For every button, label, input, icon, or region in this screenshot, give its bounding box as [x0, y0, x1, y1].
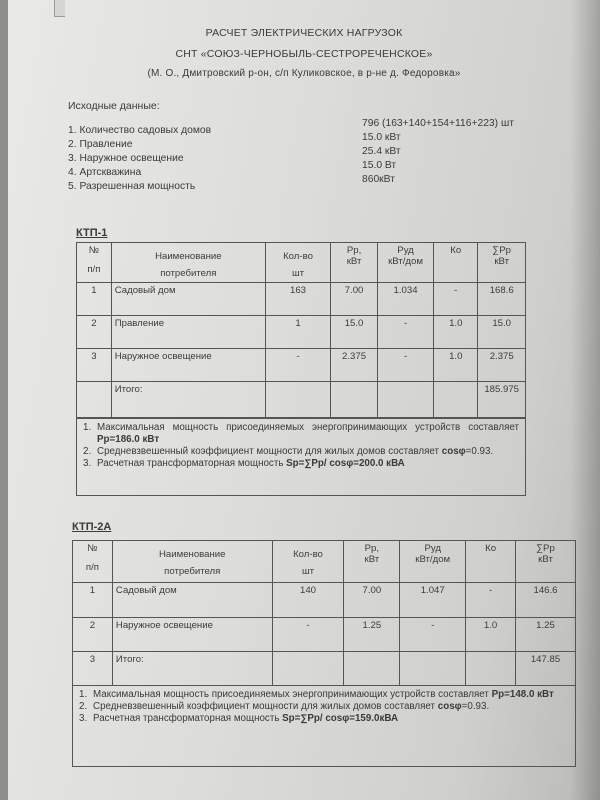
header-pp: Рр, кВт: [331, 243, 378, 283]
header-qty: Кол-во шт: [265, 243, 330, 283]
cell-ko: 1.0: [466, 618, 516, 652]
table-total-row: [73, 652, 576, 686]
ktp1-label: КТП-1: [76, 227, 108, 239]
source-data-title: Исходные данные:: [68, 100, 160, 112]
cell-no: 1: [77, 283, 112, 316]
cell-ko: 1.0: [434, 349, 478, 382]
table-total-row: [77, 382, 526, 418]
header-pud: Руд кВт/дом: [377, 243, 433, 283]
cell-pud: -: [377, 316, 433, 349]
cell-empty: [272, 652, 344, 686]
cell-sum: 1.25: [516, 618, 576, 652]
header-qty: Кол-во шт: [272, 541, 344, 583]
table-row: [77, 316, 526, 349]
header-no: № п/п: [77, 243, 112, 283]
cell-empty: [466, 652, 516, 686]
cell-empty: [331, 382, 378, 418]
cell-ko: -: [466, 583, 516, 618]
cell-name: Наружное освещение: [111, 349, 265, 382]
cell-pud: -: [377, 349, 433, 382]
document-page: [8, 0, 600, 800]
source-item-value: 15.0 Вт: [362, 160, 397, 171]
cell-no: [77, 382, 112, 418]
cell-pud: 1.047: [400, 583, 466, 618]
cell-pud: -: [400, 618, 466, 652]
source-item-label: 4. Артскважина: [68, 167, 142, 178]
note-item: 3. Расчетная трансформаторная мощность Sp=∑Рр/ cosφ=200.0 кВА: [83, 458, 405, 469]
source-item-label: 2. Правление: [68, 139, 133, 150]
header-name: Наименование потребителя: [111, 243, 265, 283]
note-item: 1. Максимальная мощность присоединяемых энергопринимающих устройств составляет Рр=186.0 кВт: [83, 422, 519, 445]
source-item-label: 1. Количество садовых домов: [68, 125, 212, 136]
header-no: № п/п: [73, 541, 113, 583]
ktp2-notes: [72, 685, 576, 767]
cell-qty: 163: [265, 283, 330, 316]
cell-empty: [434, 382, 478, 418]
header-sum: ∑Рр кВт: [478, 243, 526, 283]
total-label: Итого:: [112, 652, 272, 686]
cell-sum: 15.0: [478, 316, 526, 349]
header-pp: Рр, кВт: [344, 541, 400, 583]
table-header-row: [77, 243, 526, 283]
cell-pp: 7.00: [331, 283, 378, 316]
cell-name: Садовый дом: [111, 283, 265, 316]
cell-sum: 146.6: [516, 583, 576, 618]
header-ko: Ко: [466, 541, 516, 583]
source-item-value: 25.4 кВт: [362, 146, 401, 157]
total-value: 185.975: [478, 382, 526, 418]
cell-pp: 2.375: [331, 349, 378, 382]
cell-no: 2: [77, 316, 112, 349]
header-sum: ∑Рр кВт: [516, 541, 576, 583]
cell-empty: [344, 652, 400, 686]
cell-empty: [265, 382, 330, 418]
note-item: 2. Средневзвешенный коэффициент мощности для жилых домов составляет cosφ=0.93.: [79, 701, 490, 712]
cell-pud: 1.034: [377, 283, 433, 316]
source-data-values: [362, 117, 514, 187]
cell-pp: 1.25: [344, 618, 400, 652]
cell-no: 3: [73, 652, 113, 686]
ktp2-table: [72, 540, 576, 686]
table-row: [73, 618, 576, 652]
cell-name: Садовый дом: [112, 583, 272, 618]
note-item: 1. Максимальная мощность присоединяемых энергопринимающих устройств составляет Рр=148.0 кВт: [79, 689, 554, 700]
source-data-labels: [68, 124, 211, 194]
cell-no: 3: [77, 349, 112, 382]
cell-no: 2: [73, 618, 113, 652]
table-header-row: [73, 541, 576, 583]
source-item-value: 15.0 кВт: [362, 132, 401, 143]
cell-sum: 2.375: [478, 349, 526, 382]
source-item-value: 796 (163+140+154+116+223) шт: [362, 118, 514, 129]
page-corner-fold: [54, 0, 65, 17]
cell-empty: [377, 382, 433, 418]
cell-qty: -: [265, 349, 330, 382]
header-pud: Руд кВт/дом: [400, 541, 466, 583]
cell-qty: -: [272, 618, 344, 652]
cell-name: Наружное освещение: [112, 618, 272, 652]
note-item: 2. Средневзвешенный коэффициент мощности для жилых домов составляет cosφ=0.93.: [83, 446, 494, 457]
table-row: [77, 283, 526, 316]
source-item-label: 5. Разрешенная мощность: [68, 181, 196, 192]
header-ko: Ко: [434, 243, 478, 283]
source-item-value: 860кВт: [362, 174, 395, 185]
cell-qty: 1: [265, 316, 330, 349]
ktp1-table: [76, 242, 526, 418]
source-item-label: 3. Наружное освещение: [68, 153, 184, 164]
cell-ko: -: [434, 283, 478, 316]
header-name: Наименование потребителя: [112, 541, 272, 583]
cell-name: Правление: [111, 316, 265, 349]
doc-title: РАСЧЕТ ЭЛЕКТРИЧЕСКИХ НАГРУЗОК: [205, 27, 403, 39]
table-row: [73, 583, 576, 618]
ktp1-notes: [76, 418, 526, 496]
ktp2-label: КТП-2А: [72, 521, 112, 533]
doc-subtitle: СНТ «СОЮЗ-ЧЕРНОБЫЛЬ-СЕСТРОРЕЧЕНСКОЕ»: [175, 48, 433, 60]
table-row: [77, 349, 526, 382]
note-item: 3. Расчетная трансформаторная мощность Sp=∑Рр/ cosφ=159.0кВА: [79, 713, 399, 724]
cell-ko: 1.0: [434, 316, 478, 349]
cell-empty: [400, 652, 466, 686]
cell-qty: 140: [272, 583, 344, 618]
cell-sum: 168.6: [478, 283, 526, 316]
total-label: Итого:: [111, 382, 265, 418]
total-value: 147.85: [516, 652, 576, 686]
cell-no: 1: [73, 583, 113, 618]
doc-location: (М. О., Дмитровский р-он, с/п Куликовское, в р-не д. Федоровка»: [147, 68, 461, 79]
cell-pp: 15.0: [331, 316, 378, 349]
cell-pp: 7.00: [344, 583, 400, 618]
